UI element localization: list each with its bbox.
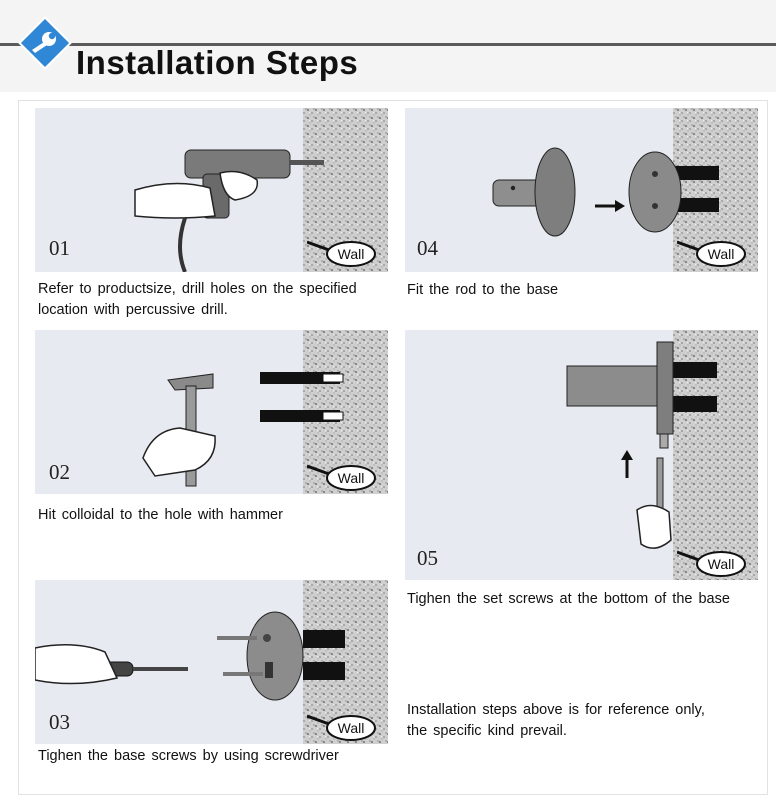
step-03-illustration [35, 580, 388, 744]
step-03-caption [38, 746, 339, 767]
svg-text:Wall: Wall [337, 246, 365, 262]
wall-callout [307, 460, 377, 494]
step-02-illustration [35, 330, 388, 494]
note-line: Installation steps above is for reference only, [407, 702, 705, 718]
step-04-illustration [405, 108, 758, 272]
step-number: 03 [49, 710, 70, 734]
caption-line: Hit colloidal to the hole with hammer [38, 507, 283, 523]
step-number: 05 [417, 546, 438, 570]
wall-callout [677, 236, 747, 270]
caption-line: Refer to productsize, drill holes on the specified [38, 281, 357, 297]
wall-callout [307, 710, 377, 744]
step-05-caption [407, 589, 730, 610]
wrench-icon [14, 12, 76, 74]
step-number: 04 [417, 236, 438, 260]
svg-text:Wall: Wall [337, 470, 365, 486]
svg-text:Wall: Wall [707, 556, 735, 572]
step-01-illustration [35, 108, 388, 272]
note-line: the specific kind prevail. [407, 723, 567, 739]
caption-line: location with percussive drill. [38, 302, 228, 318]
step-01-caption [38, 279, 357, 321]
caption-line: Tighen the set screws at the bottom of the base [407, 591, 730, 607]
caption-line: Tighen the base screws by using screwdriver [38, 748, 339, 764]
header-bar [0, 0, 776, 92]
set-screw-scene [405, 330, 758, 580]
step-number: 02 [49, 460, 70, 484]
step-number: 01 [49, 236, 70, 260]
svg-text:Wall: Wall [707, 246, 735, 262]
wall-callout [307, 236, 377, 270]
step-05-illustration [405, 330, 758, 580]
wall-callout [677, 546, 747, 580]
reference-note [407, 700, 705, 742]
caption-line: Fit the rod to the base [407, 282, 559, 298]
page-title: Installation Steps [76, 44, 359, 81]
svg-text:Wall: Wall [337, 720, 365, 736]
step-04-caption [407, 280, 558, 301]
step-02-caption [38, 505, 283, 526]
